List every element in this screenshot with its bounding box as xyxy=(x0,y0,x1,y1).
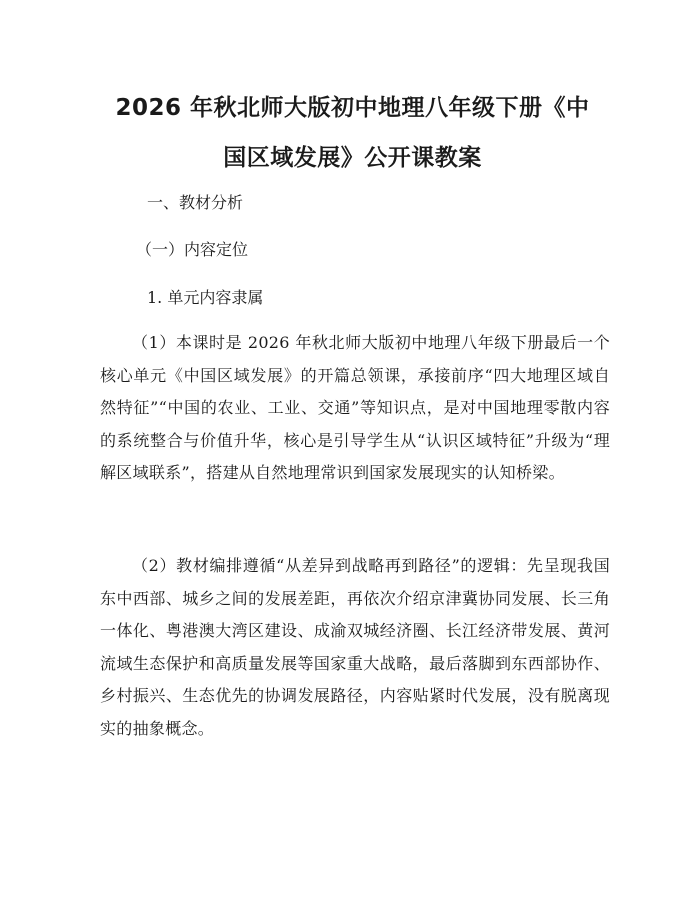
subsection-heading-content-positioning: （一）内容定位 xyxy=(136,240,249,259)
paragraph-1: （1）本课时是 2026 年秋北师大版初中地理八年级下册最后一个核心单元《中国区域发展》的开篇总领课，承接前序“四大地理区域自然特征”“中国的农业、工业、交通”等知识点，是对中国地理零散内容的系统整合与价值升华，核心是引导学生从“认识区域特征”升级为“理解区域联系”，搭建从自然地理常识到国家发展现实的认知桥梁。 xyxy=(100,333,610,482)
title-line-1: 2026 年秋北师大版初中地理八年级下册《中 xyxy=(115,95,590,121)
paragraph-2: （2）教材编排遵循“从差异到战略再到路径”的逻辑：先呈现我国东中西部、城乡之间的发展差距，再依次介绍京津冀协同发展、长三角一体化、粤港澳大湾区建设、成渝双城经济圈、长江经济带发展、黄河流域生态保护和高质量发展等国家重大战略，最后落脚到东西部协作、乡村振兴、生态优先的协调发展路径，内容贴紧时代发展，没有脱离现实的抽象概念。 xyxy=(100,556,610,738)
document-title xyxy=(100,0,605,183)
title-line-2: 国区域发展》公开课教案 xyxy=(223,145,482,171)
section-heading-textbook-analysis: 一、教材分析 xyxy=(147,193,244,212)
item-heading-unit-content: 1. 单元内容隶属 xyxy=(147,288,264,307)
